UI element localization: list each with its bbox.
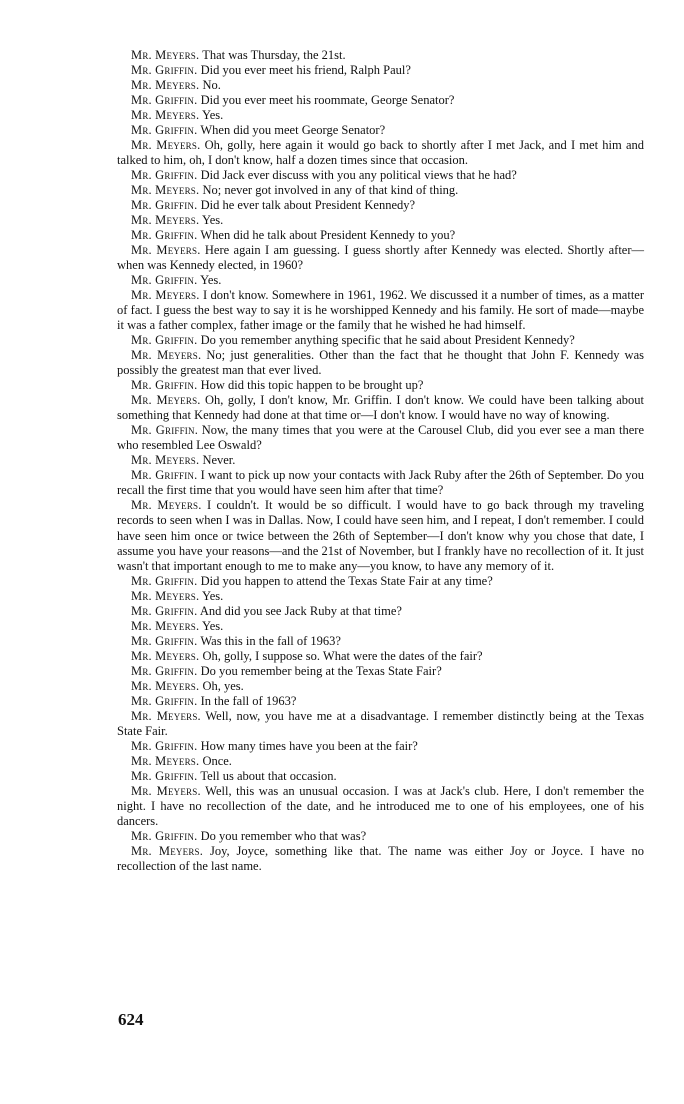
testimony-paragraph [117,48,644,63]
statement-text: Yes. [200,273,222,288]
speaker-label: Mr. Griffin. [131,468,198,483]
statement-text: How many times have you been at the fair? [200,738,418,753]
speaker-label: Mr. Meyers. [131,588,200,603]
statement-text: Did you ever meet his friend, Ralph Paul? [200,63,411,78]
speaker-label: Mr. Meyers. [131,243,201,258]
speaker-label: Mr. Griffin. [131,423,199,438]
speaker-label: Mr. Meyers. [131,213,200,228]
statement-text: I want to pick up now your contacts with Jack Ruby after the 26th of September. Do you recall the first time that you would have seen him after that time? [117,468,644,498]
speaker-label: Mr. Griffin. [131,93,198,108]
testimony-paragraph [117,333,644,348]
speaker-label: Mr. Meyers. [131,393,201,408]
testimony-paragraph [117,213,644,228]
statement-text: No. [202,78,221,93]
testimony-paragraph [117,468,644,498]
testimony-paragraph [117,574,644,589]
speaker-label: Mr. Meyers. [131,453,200,468]
testimony-paragraph [117,453,644,468]
statement-text: No; never got involved in any of that kind of thing. [202,183,459,198]
statement-text: Did you happen to attend the Texas State Fair at any time? [200,573,493,588]
speaker-label: Mr. Meyers. [131,348,202,363]
testimony-paragraph [117,348,644,378]
statement-text: Well, this was an unusual occasion. I was at Jack's club. Here, I don't remember the night. I have no recollection of the date, and he introduced me to one of his employees, one of his dancers. [117,783,645,828]
testimony-paragraph [117,739,644,754]
speaker-label: Mr. Griffin. [131,378,198,393]
speaker-label: Mr. Griffin. [131,168,198,183]
statement-text: Yes. [201,108,224,123]
testimony-paragraph [117,829,644,844]
statement-text: And did you see Jack Ruby at that time? [199,603,402,618]
statement-text: When did he talk about President Kennedy to you? [200,228,456,243]
testimony-paragraph [117,78,644,93]
speaker-label: Mr. Griffin. [131,828,198,843]
speaker-label: Mr. Meyers. [131,783,201,798]
statement-text: Oh, golly, I don't know, Mr. Griffin. I don't know. We could have been talking about something that Kennedy had done at that time or—I don't know. I would have no way of knowing. [117,393,645,423]
testimony-paragraph [117,589,644,604]
speaker-label: Mr. Griffin. [131,198,198,213]
speaker-label: Mr. Griffin. [131,603,198,618]
statement-text: Oh, yes. [202,678,244,693]
testimony-paragraph [117,123,644,138]
speaker-label: Mr. Meyers. [131,753,200,768]
statement-text: Did Jack ever discuss with you any political views that he had? [200,168,517,183]
speaker-label: Mr. Griffin. [131,663,198,678]
testimony-paragraph [117,784,644,829]
statement-text: Joy, Joyce, something like that. The name was either Joy or Joyce. I have no recollection of the last name. [117,843,645,873]
speaker-label: Mr. Meyers. [131,678,200,693]
testimony-paragraph [117,679,644,694]
statement-text: That was Thursday, the 21st. [202,48,346,62]
testimony-paragraph [117,63,644,78]
speaker-label: Mr. Griffin. [131,633,198,648]
testimony-paragraph [117,649,644,664]
speaker-label: Mr. Griffin. [131,573,198,588]
speaker-label: Mr. Griffin. [131,693,198,708]
statement-text: Was this in the fall of 1963? [200,633,341,648]
statement-text: Do you remember anything specific that he said about President Kennedy? [200,333,575,348]
testimony-paragraph [117,198,644,213]
speaker-label: Mr. Griffin. [131,333,198,348]
speaker-label: Mr. Griffin. [131,738,198,753]
testimony-paragraph [117,228,644,243]
testimony-paragraph [117,604,644,619]
testimony-paragraph [117,634,644,649]
speaker-label: Mr. Meyers. [131,288,200,303]
testimony-paragraph [117,769,644,784]
speaker-label: Mr. Griffin. [131,768,198,783]
testimony-paragraph [117,183,644,198]
speaker-label: Mr. Meyers. [131,138,201,153]
statement-text: Tell us about that occasion. [200,768,337,783]
statement-text: Once. [202,753,232,768]
testimony-paragraph [117,393,644,423]
testimony-paragraph [117,93,644,108]
testimony-paragraph [117,498,644,573]
testimony-paragraph [117,138,644,168]
statement-text: Did he ever talk about President Kennedy? [200,198,416,213]
statement-text: Do you remember who that was? [200,828,367,843]
statement-text: Now, the many times that you were at the Carousel Club, did you ever see a man there who resembled Lee Oswald? [117,423,644,453]
testimony-paragraph [117,168,644,183]
speaker-label: Mr. Griffin. [131,273,198,288]
statement-text: In the fall of 1963? [200,693,297,708]
statement-text: Never. [202,453,236,468]
testimony-text [117,48,644,874]
testimony-paragraph [117,709,644,739]
testimony-paragraph [117,108,644,123]
testimony-paragraph [117,619,644,634]
speaker-label: Mr. Meyers. [131,618,200,633]
speaker-label: Mr. Griffin. [131,228,198,243]
speaker-label: Mr. Meyers. [131,708,201,723]
statement-text: I couldn't. It would be so difficult. I would have to go back through my traveling records to seen when I was in Dallas. Now, I could have seen him, and I repeat, I don't remember. I could have seen him once or twice between the 26th of September—I don't know why you chose that date, I assume you have your reasons—and the 21st of November, but I frankly have no recollection of it. It just wasn't that important enough to me to make any—you know, to have any memory of it. [117,498,645,573]
testimony-paragraph [117,754,644,769]
testimony-paragraph [117,273,644,288]
testimony-paragraph [117,423,644,453]
speaker-label: Mr. Griffin. [131,63,198,78]
statement-text: Did you ever meet his roommate, George Senator? [200,93,455,108]
testimony-paragraph [117,694,644,709]
statement-text: Yes. [201,618,224,633]
speaker-label: Mr. Meyers. [131,648,200,663]
speaker-label: Mr. Meyers. [131,78,200,93]
statement-text: Oh, golly, here again it would go back to shortly after I met Jack, and I met him and talked to him, oh, I don't know, half a dozen times since that occasion. [117,138,645,168]
testimony-paragraph [117,664,644,679]
testimony-paragraph [117,288,644,333]
speaker-label: Mr. Meyers. [131,183,200,198]
statement-text: I don't know. Somewhere in 1961, 1962. We discussed it a number of times, as a matter of fact. I guess the best way to say it is he worshipped Kennedy and his family. He sort of made—maybe it was a father complex, father image or the family that he wished he had himself. [117,288,645,333]
statement-text: Here again I am guessing. I guess shortly after Kennedy was elected. Shortly after—when was Kennedy elected, in 1960? [117,243,644,273]
testimony-paragraph [117,243,644,273]
statement-text: When did you meet George Senator? [200,123,386,138]
statement-text: Yes. [201,213,224,228]
statement-text: No; just generalities. Other than the fact that he thought that John F. Kennedy was possibly the greatest man that ever lived. [117,348,644,378]
speaker-label: Mr. Meyers. [131,843,204,858]
page-number: 624 [118,1010,144,1029]
testimony-paragraph [117,378,644,393]
speaker-label: Mr. Meyers. [131,498,202,513]
testimony-paragraph [117,844,644,874]
statement-text: Do you remember being at the Texas State Fair? [200,663,442,678]
speaker-label: Mr. Meyers. [131,108,200,123]
statement-text: Yes. [201,588,224,603]
statement-text: Well, now, you have me at a disadvantage. I remember distinctly being at the Texas State Fair. [117,708,644,738]
statement-text: How did this topic happen to be brought up? [200,378,424,393]
speaker-label: Mr. Meyers. [131,48,200,62]
speaker-label: Mr. Griffin. [131,123,198,138]
statement-text: Oh, golly, I suppose so. What were the dates of the fair? [202,648,483,663]
